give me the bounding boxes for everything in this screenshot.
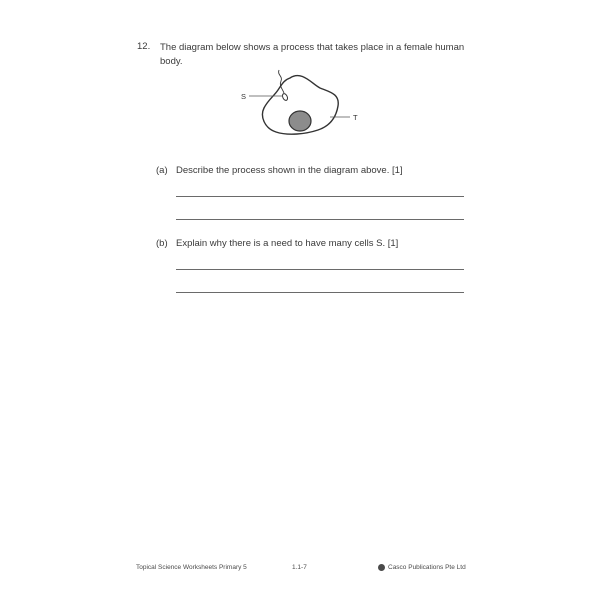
publisher xyxy=(378,564,466,571)
sperm-head-shape xyxy=(281,93,288,101)
part-b-label: (b) xyxy=(156,238,168,249)
label-t: T xyxy=(353,113,358,122)
question-number: 12. xyxy=(137,41,151,52)
page-number: 1.1-7 xyxy=(292,564,307,571)
publisher-name: Casco Publications Pte Ltd xyxy=(388,564,466,571)
part-b-text: Explain why there is a need to have many cells S. [1] xyxy=(176,238,399,249)
publisher-logo-icon xyxy=(378,564,385,571)
part-b-answer-line-2[interactable] xyxy=(176,292,464,293)
fertilisation-diagram xyxy=(230,66,370,146)
part-b-answer-line-1[interactable] xyxy=(176,269,464,270)
part-a-answer-line-2[interactable] xyxy=(176,219,464,220)
part-a-text: Describe the process shown in the diagram above. [1] xyxy=(176,165,403,176)
sperm-tail-shape xyxy=(279,70,284,93)
question-text: The diagram below shows a process that takes place in a female human body. xyxy=(160,42,465,67)
part-a-label: (a) xyxy=(156,165,168,176)
label-s: S xyxy=(241,92,247,101)
footer-title: Topical Science Worksheets Primary 5 xyxy=(136,564,247,571)
nucleus-shape xyxy=(289,111,311,131)
part-a-answer-line-1[interactable] xyxy=(176,196,464,197)
